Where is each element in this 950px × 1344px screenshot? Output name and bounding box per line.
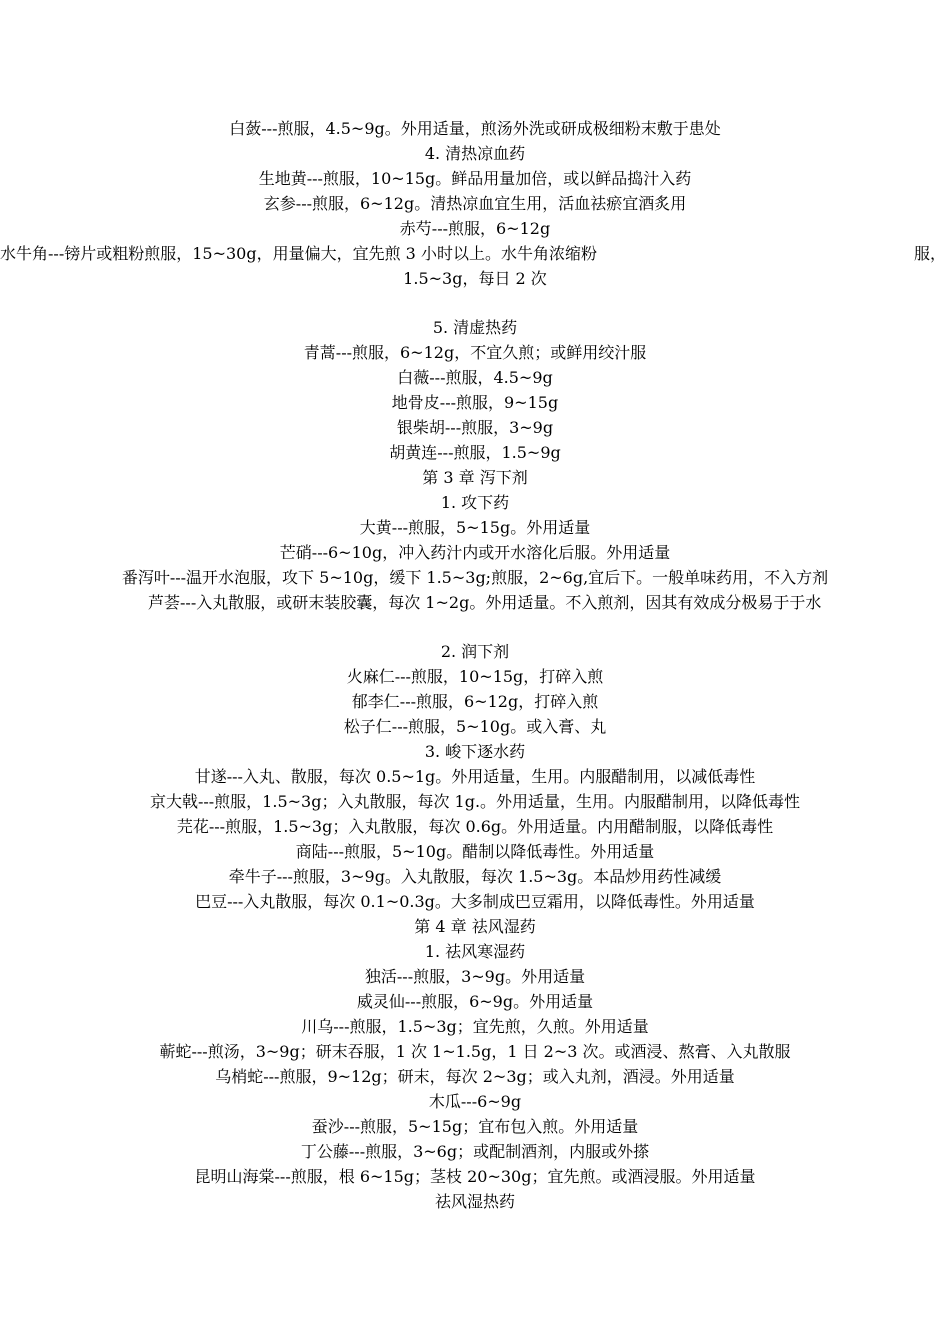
- text-line-shuiniujiao-tail: 服，: [913, 244, 946, 263]
- text-line-shuiniujiao: 水牛角---镑片或粗粉煎服，15~30g，用量偏大，宜先煎 3 小时以上。水牛角浓缩粉: [0, 244, 597, 263]
- text-line-songziren: 松子仁---煎服，5~10g。或入膏、丸: [343, 717, 607, 736]
- text-line-wushaoshe: 乌梢蛇---煎服，9~12g；研末，每次 2~3g；或入丸剂，酒浸。外用适量: [215, 1067, 735, 1086]
- text-line-shanglu: 商陆---煎服，5~10g。醋制以降低毒性。外用适量: [295, 842, 655, 861]
- text-line-yinchaihu: 银柴胡---煎服，3~9g: [396, 418, 554, 437]
- text-line-digupi: 地骨皮---煎服，9~15g: [391, 393, 559, 412]
- text-line-bailian: 白蔹---煎服，4.5~9g。外用适量，煎汤外洗或研成极细粉末敷于患处: [229, 119, 721, 138]
- chapter-heading-4: 第 4 章 祛风湿药: [414, 917, 536, 936]
- text-line-huomaren: 火麻仁---煎服，10~15g，打碎入煎: [346, 667, 604, 686]
- text-line-weilingxian: 威灵仙---煎服，6~9g。外用适量: [356, 992, 594, 1011]
- section-heading-qufeng-shire: 祛风湿热药: [434, 1192, 515, 1211]
- text-line-gansui: 甘遂---入丸、散服，每次 0.5~1g。外用适量，生用。内服醋制用，以减低毒性: [194, 767, 756, 786]
- text-line-huhuanglian: 胡黄连---煎服，1.5~9g: [389, 443, 561, 462]
- section-heading-qingre-liangxue: 4. 清热凉血药: [424, 144, 526, 163]
- section-heading-qufeng-hanshi: 1. 祛风寒湿药: [424, 942, 526, 961]
- section-heading-runxia: 2. 润下剂: [440, 642, 510, 661]
- text-line-shuiniujiao-dose: 1.5~3g，每日 2 次: [403, 269, 547, 288]
- text-line-mangxiao: 芒硝---6~10g，冲入药汁内或开水溶化后服。外用适量: [279, 543, 671, 562]
- section-heading-qingxure: 5. 清虚热药: [432, 318, 518, 337]
- text-line-dinggongteng: 丁公藤---煎服，3~6g；或配制酒剂，内服或外搽: [300, 1142, 650, 1161]
- text-line-dahuang: 大黄---煎服，5~15g。外用适量: [359, 518, 591, 537]
- text-line-fanxieye: 番泻叶---温开水泡服，攻下 5~10g，缓下 1.5~3g;煎服，2~6g,宜后下。一般单味药用，不入方剂: [121, 568, 829, 587]
- text-line-mugua: 木瓜---6~9g: [428, 1092, 522, 1111]
- chapter-heading-3: 第 3 章 泻下剂: [422, 468, 528, 487]
- text-line-qinghao: 青蒿---煎服，6~12g，不宜久煎；或鲜用绞汁服: [303, 343, 647, 362]
- text-line-jingdaji: 京大戟---煎服，1.5~3g；入丸散服，每次 1g.。外用适量，生用。内服醋制用，以降低毒性: [149, 792, 801, 811]
- text-line-kunming-shanhaitang: 昆明山海棠---煎服，根 6~15g；茎枝 20~30g；宜先煎。或酒浸服。外用适量: [194, 1167, 756, 1186]
- text-line-yuanhua: 芫花---煎服，1.5~3g；入丸散服，每次 0.6g。外用适量。内用醋制服，以降低毒性: [176, 817, 774, 836]
- text-line-xuanshen: 玄参---煎服，6~12g。清热凉血宜生用，活血祛瘀宜酒炙用: [263, 194, 687, 213]
- text-line-duhuo: 独活---煎服，3~9g。外用适量: [364, 967, 586, 986]
- text-line-badou: 巴豆---入丸散服，每次 0.1~0.3g。大多制成巴豆霜用，以降低毒性。外用适量: [195, 892, 755, 911]
- text-line-qishe: 蕲蛇---煎汤，3~9g；研末吞服，1 次 1~1.5g，1 日 2~3 次。或酒浸、熬膏、入丸散服: [159, 1042, 791, 1061]
- text-line-chishao: 赤芍---煎服，6~12g: [399, 219, 551, 238]
- text-line-chuanwu: 川乌---煎服，1.5~3g；宜先煎，久煎。外用适量: [301, 1017, 649, 1036]
- section-heading-junxia-zhushui: 3. 峻下逐水药: [424, 742, 526, 761]
- text-line-cansha: 蚕沙---煎服，5~15g；宜布包入煎。外用适量: [311, 1117, 639, 1136]
- text-line-shengdihuang: 生地黄---煎服，10~15g。鲜品用量加倍，或以鲜品捣汁入药: [258, 169, 692, 188]
- text-line-qianniuzi: 牵牛子---煎服，3~9g。入丸散服，每次 1.5~3g。本品炒用药性减缓: [228, 867, 722, 886]
- text-line-luhui: 芦荟---入丸散服，或研末装胶囊，每次 1~2g。外用适量。不入煎剂，因其有效成分极易于于水: [148, 593, 822, 612]
- text-line-yuliren: 郁李仁---煎服，6~12g，打碎入煎: [351, 692, 599, 711]
- text-line-baiwei: 白薇---煎服，4.5~9g: [397, 368, 553, 387]
- section-heading-gongxia: 1. 攻下药: [440, 493, 510, 512]
